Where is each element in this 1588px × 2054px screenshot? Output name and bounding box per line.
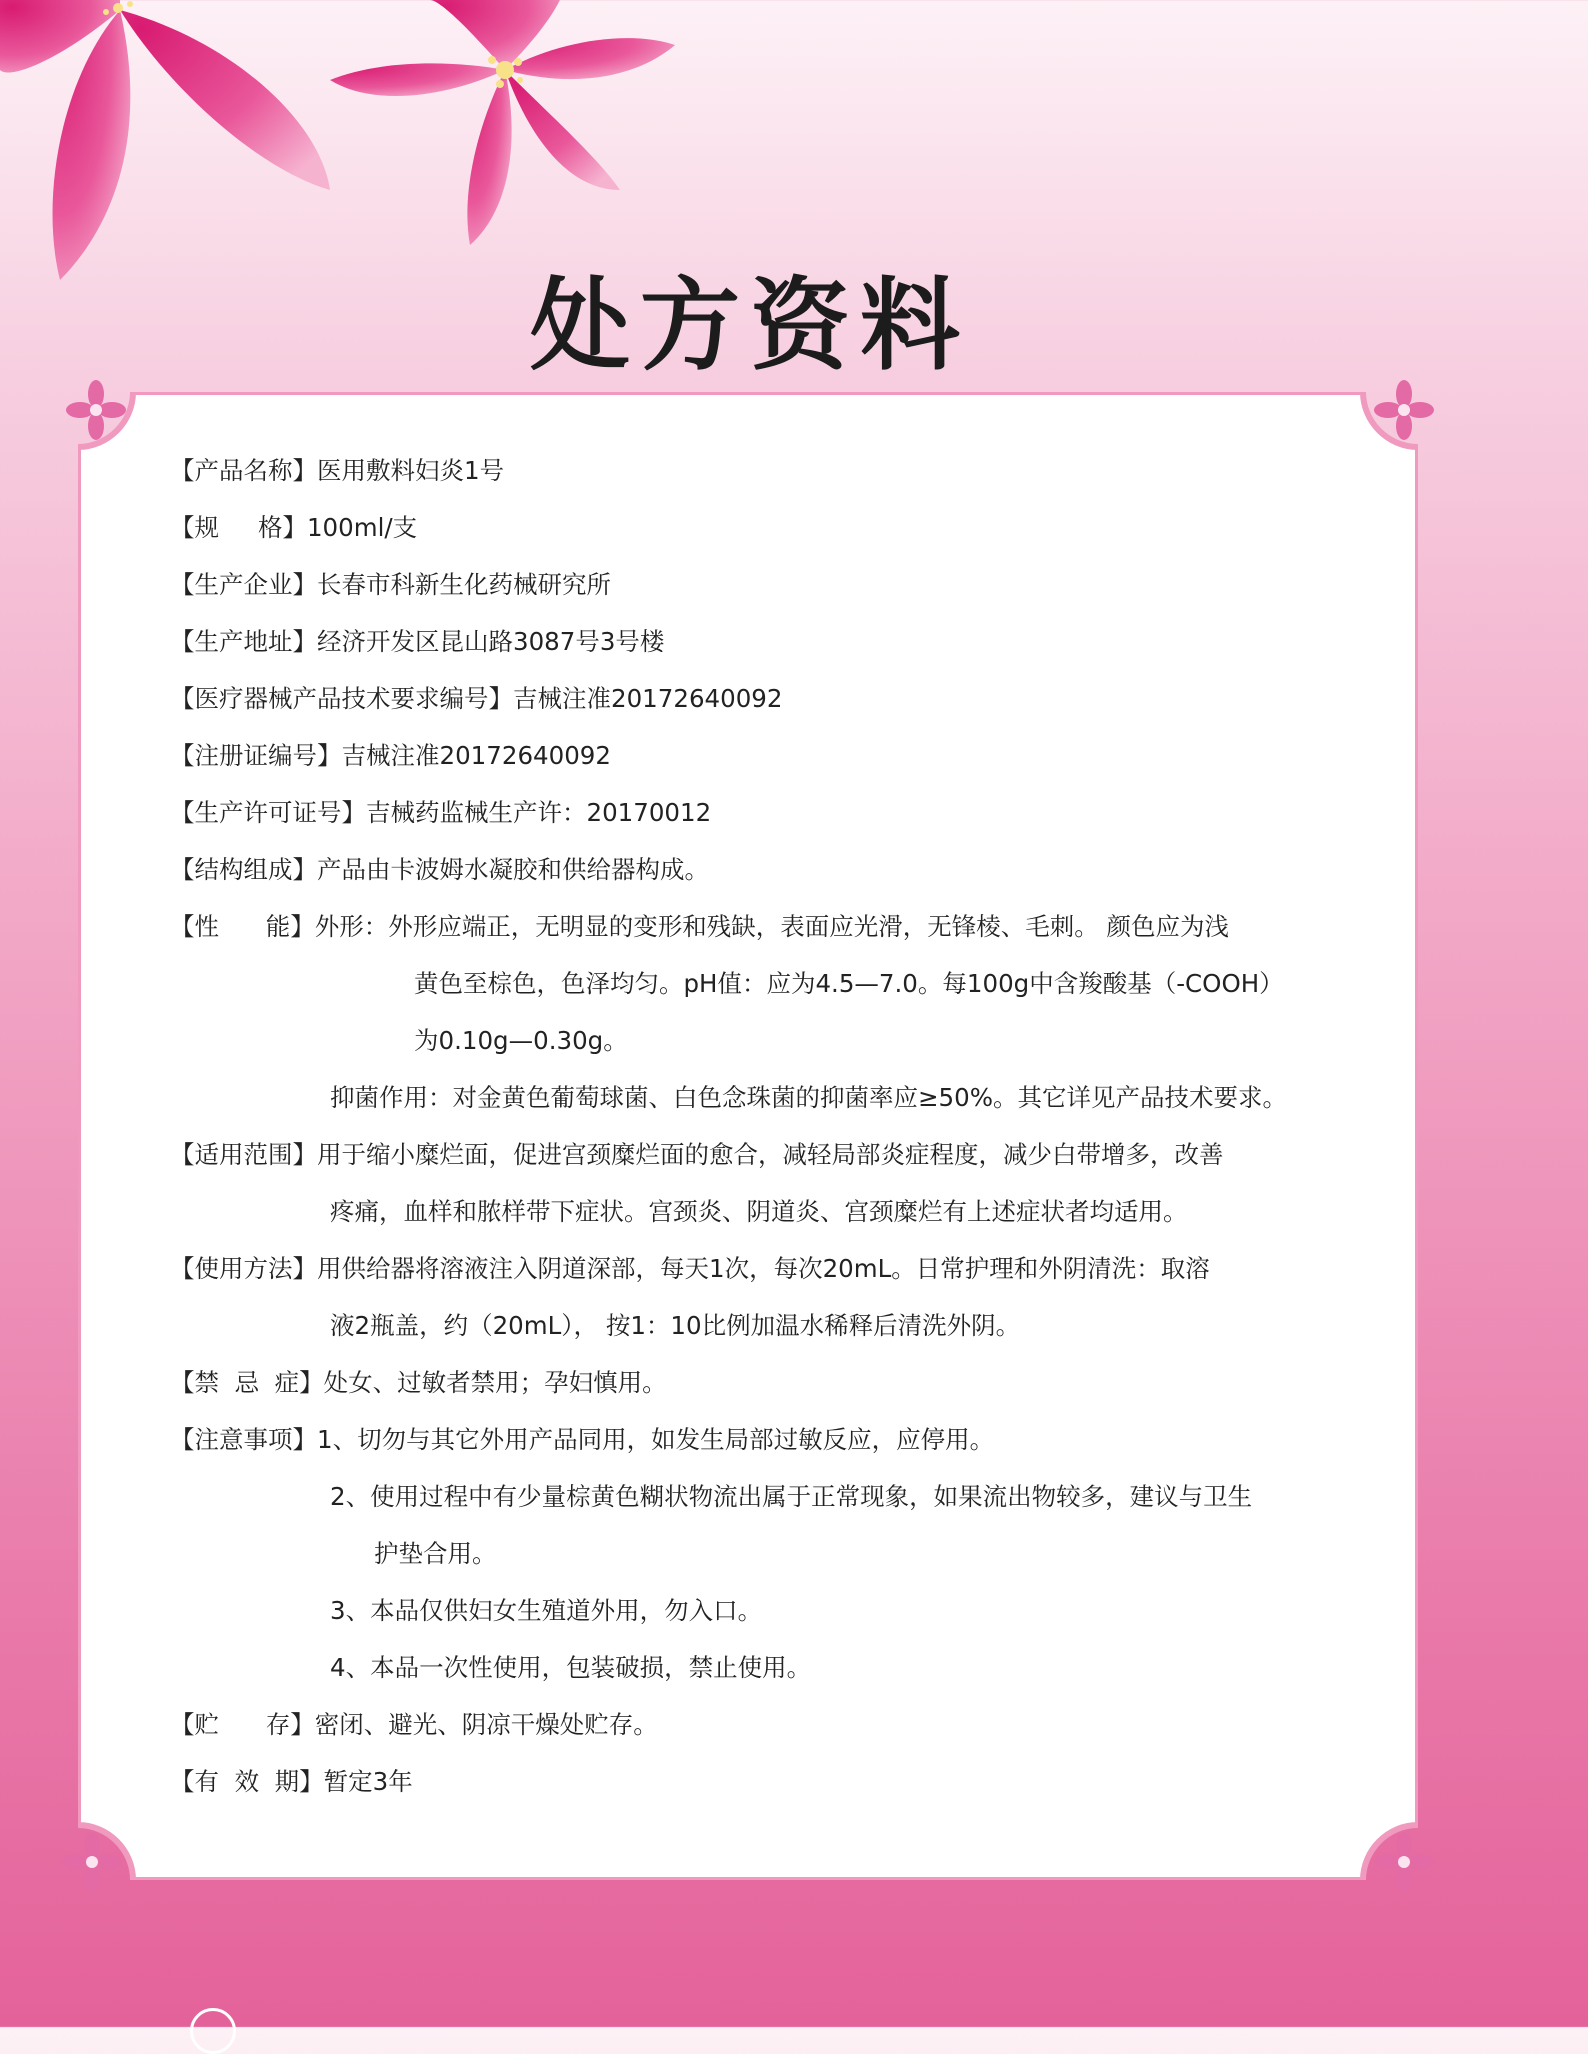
precaution-item: 2、使用过程中有少量棕黄色糊状物流出属于正常现象，如果流出物较多，建议与卫生 bbox=[330, 1482, 1253, 1511]
flower-small-icon bbox=[330, 0, 675, 245]
row-composition bbox=[170, 841, 1370, 898]
field-label: 【生产地址】 bbox=[170, 627, 317, 656]
corner-flower-icon bbox=[1374, 380, 1434, 440]
usage-continued: 液2瓶盖，约（20mL）， 按1：10比例加温水稀释后清洗外阴。 bbox=[330, 1311, 1021, 1340]
field-value: 产品由卡波姆水凝胶和供给器构成。 bbox=[317, 855, 709, 884]
field-value: 吉械注准20172640092 bbox=[513, 684, 783, 713]
field-label: 【结构组成】 bbox=[170, 855, 317, 884]
row-manufacturer bbox=[170, 556, 1370, 613]
field-value: 用于缩小糜烂面，促进宫颈糜烂面的愈合，减轻局部炎症程度，减少白带增多，改善 bbox=[317, 1140, 1224, 1169]
page-title: 处方资料 bbox=[530, 267, 970, 384]
corner-flower-icon bbox=[62, 1832, 122, 1892]
precaution-item: 4、本品一次性使用，包装破损，禁止使用。 bbox=[330, 1653, 812, 1682]
field-label: 【有 效 期】 bbox=[170, 1767, 324, 1796]
field-value: 经济开发区昆山路3087号3号楼 bbox=[317, 627, 665, 656]
row-spec bbox=[170, 499, 1370, 556]
field-value: 吉械药监械生产许：20170012 bbox=[366, 798, 712, 827]
row-precautions bbox=[170, 1411, 1370, 1468]
field-label: 【适用范围】 bbox=[170, 1140, 317, 1169]
row-usage bbox=[170, 1240, 1370, 1297]
field-label: 【注册证编号】 bbox=[170, 741, 342, 770]
row-validity bbox=[170, 1753, 1370, 1810]
field-label: 【使用方法】 bbox=[170, 1254, 317, 1283]
row-tech-requirement-no bbox=[170, 670, 1370, 727]
field-value: 100ml/支 bbox=[306, 513, 418, 542]
precaution-item-continued: 护垫合用。 bbox=[374, 1539, 497, 1568]
field-label: 【性 能】 bbox=[170, 912, 315, 941]
field-value: 医用敷料妇炎1号 bbox=[317, 456, 505, 485]
field-label: 【生产企业】 bbox=[170, 570, 317, 599]
scope-continued: 疼痛，血样和脓样带下症状。宫颈炎、阴道炎、宫颈糜烂有上述症状者均适用。 bbox=[330, 1197, 1188, 1226]
row-contraindications bbox=[170, 1354, 1370, 1411]
row-scope bbox=[170, 1126, 1370, 1183]
field-value: 处女、过敏者禁用；孕妇慎用。 bbox=[323, 1368, 667, 1397]
row-performance bbox=[170, 898, 1370, 955]
field-value: 暂定3年 bbox=[323, 1767, 413, 1796]
row-storage bbox=[170, 1696, 1370, 1753]
performance-continued: 为0.10g—0.30g。 bbox=[414, 1026, 628, 1055]
field-label: 【禁 忌 症】 bbox=[170, 1368, 324, 1397]
field-label: 【规 格】 bbox=[170, 513, 307, 542]
row-address bbox=[170, 613, 1370, 670]
field-value: 吉械注准20172640092 bbox=[341, 741, 611, 770]
field-value: 外形：外形应端正，无明显的变形和残缺，表面应光滑，无锋棱、毛刺。 颜色应为浅 bbox=[314, 912, 1230, 941]
field-label: 【生产许可证号】 bbox=[170, 798, 366, 827]
field-value: 密闭、避光、阴凉干燥处贮存。 bbox=[314, 1710, 658, 1739]
field-label: 【产品名称】 bbox=[170, 456, 317, 485]
field-label: 【贮 存】 bbox=[170, 1710, 315, 1739]
field-value: 1、切勿与其它外用产品同用，如发生局部过敏反应，应停用。 bbox=[317, 1425, 995, 1454]
corner-flower-icon bbox=[66, 380, 126, 440]
precaution-item: 3、本品仅供妇女生殖道外用，勿入口。 bbox=[330, 1596, 763, 1625]
field-value: 用供给器将溶液注入阴道深部，每天1次，每次20mL。日常护理和外阴清洗：取溶 bbox=[317, 1254, 1210, 1283]
row-license-no bbox=[170, 784, 1370, 841]
corner-flower-icon bbox=[1374, 1832, 1434, 1892]
row-registration-no bbox=[170, 727, 1370, 784]
field-value: 长春市科新生化药械研究所 bbox=[317, 570, 611, 599]
flower-large-icon bbox=[0, 0, 330, 280]
performance-continued: 黄色至棕色，色泽均匀。pH值：应为4.5—7.0。每100g中含羧酸基（-COOH） bbox=[414, 969, 1284, 998]
product-info bbox=[170, 442, 1370, 1810]
antibacterial-text: 抑菌作用：对金黄色葡萄球菌、白色念珠菌的抑菌率应≥50%。其它详见产品技术要求。 bbox=[330, 1083, 1287, 1112]
circle-mark-icon bbox=[190, 2008, 236, 2054]
field-label: 【医疗器械产品技术要求编号】 bbox=[170, 684, 513, 713]
row-product-name bbox=[170, 442, 1370, 499]
field-label: 【注意事项】 bbox=[170, 1425, 317, 1454]
